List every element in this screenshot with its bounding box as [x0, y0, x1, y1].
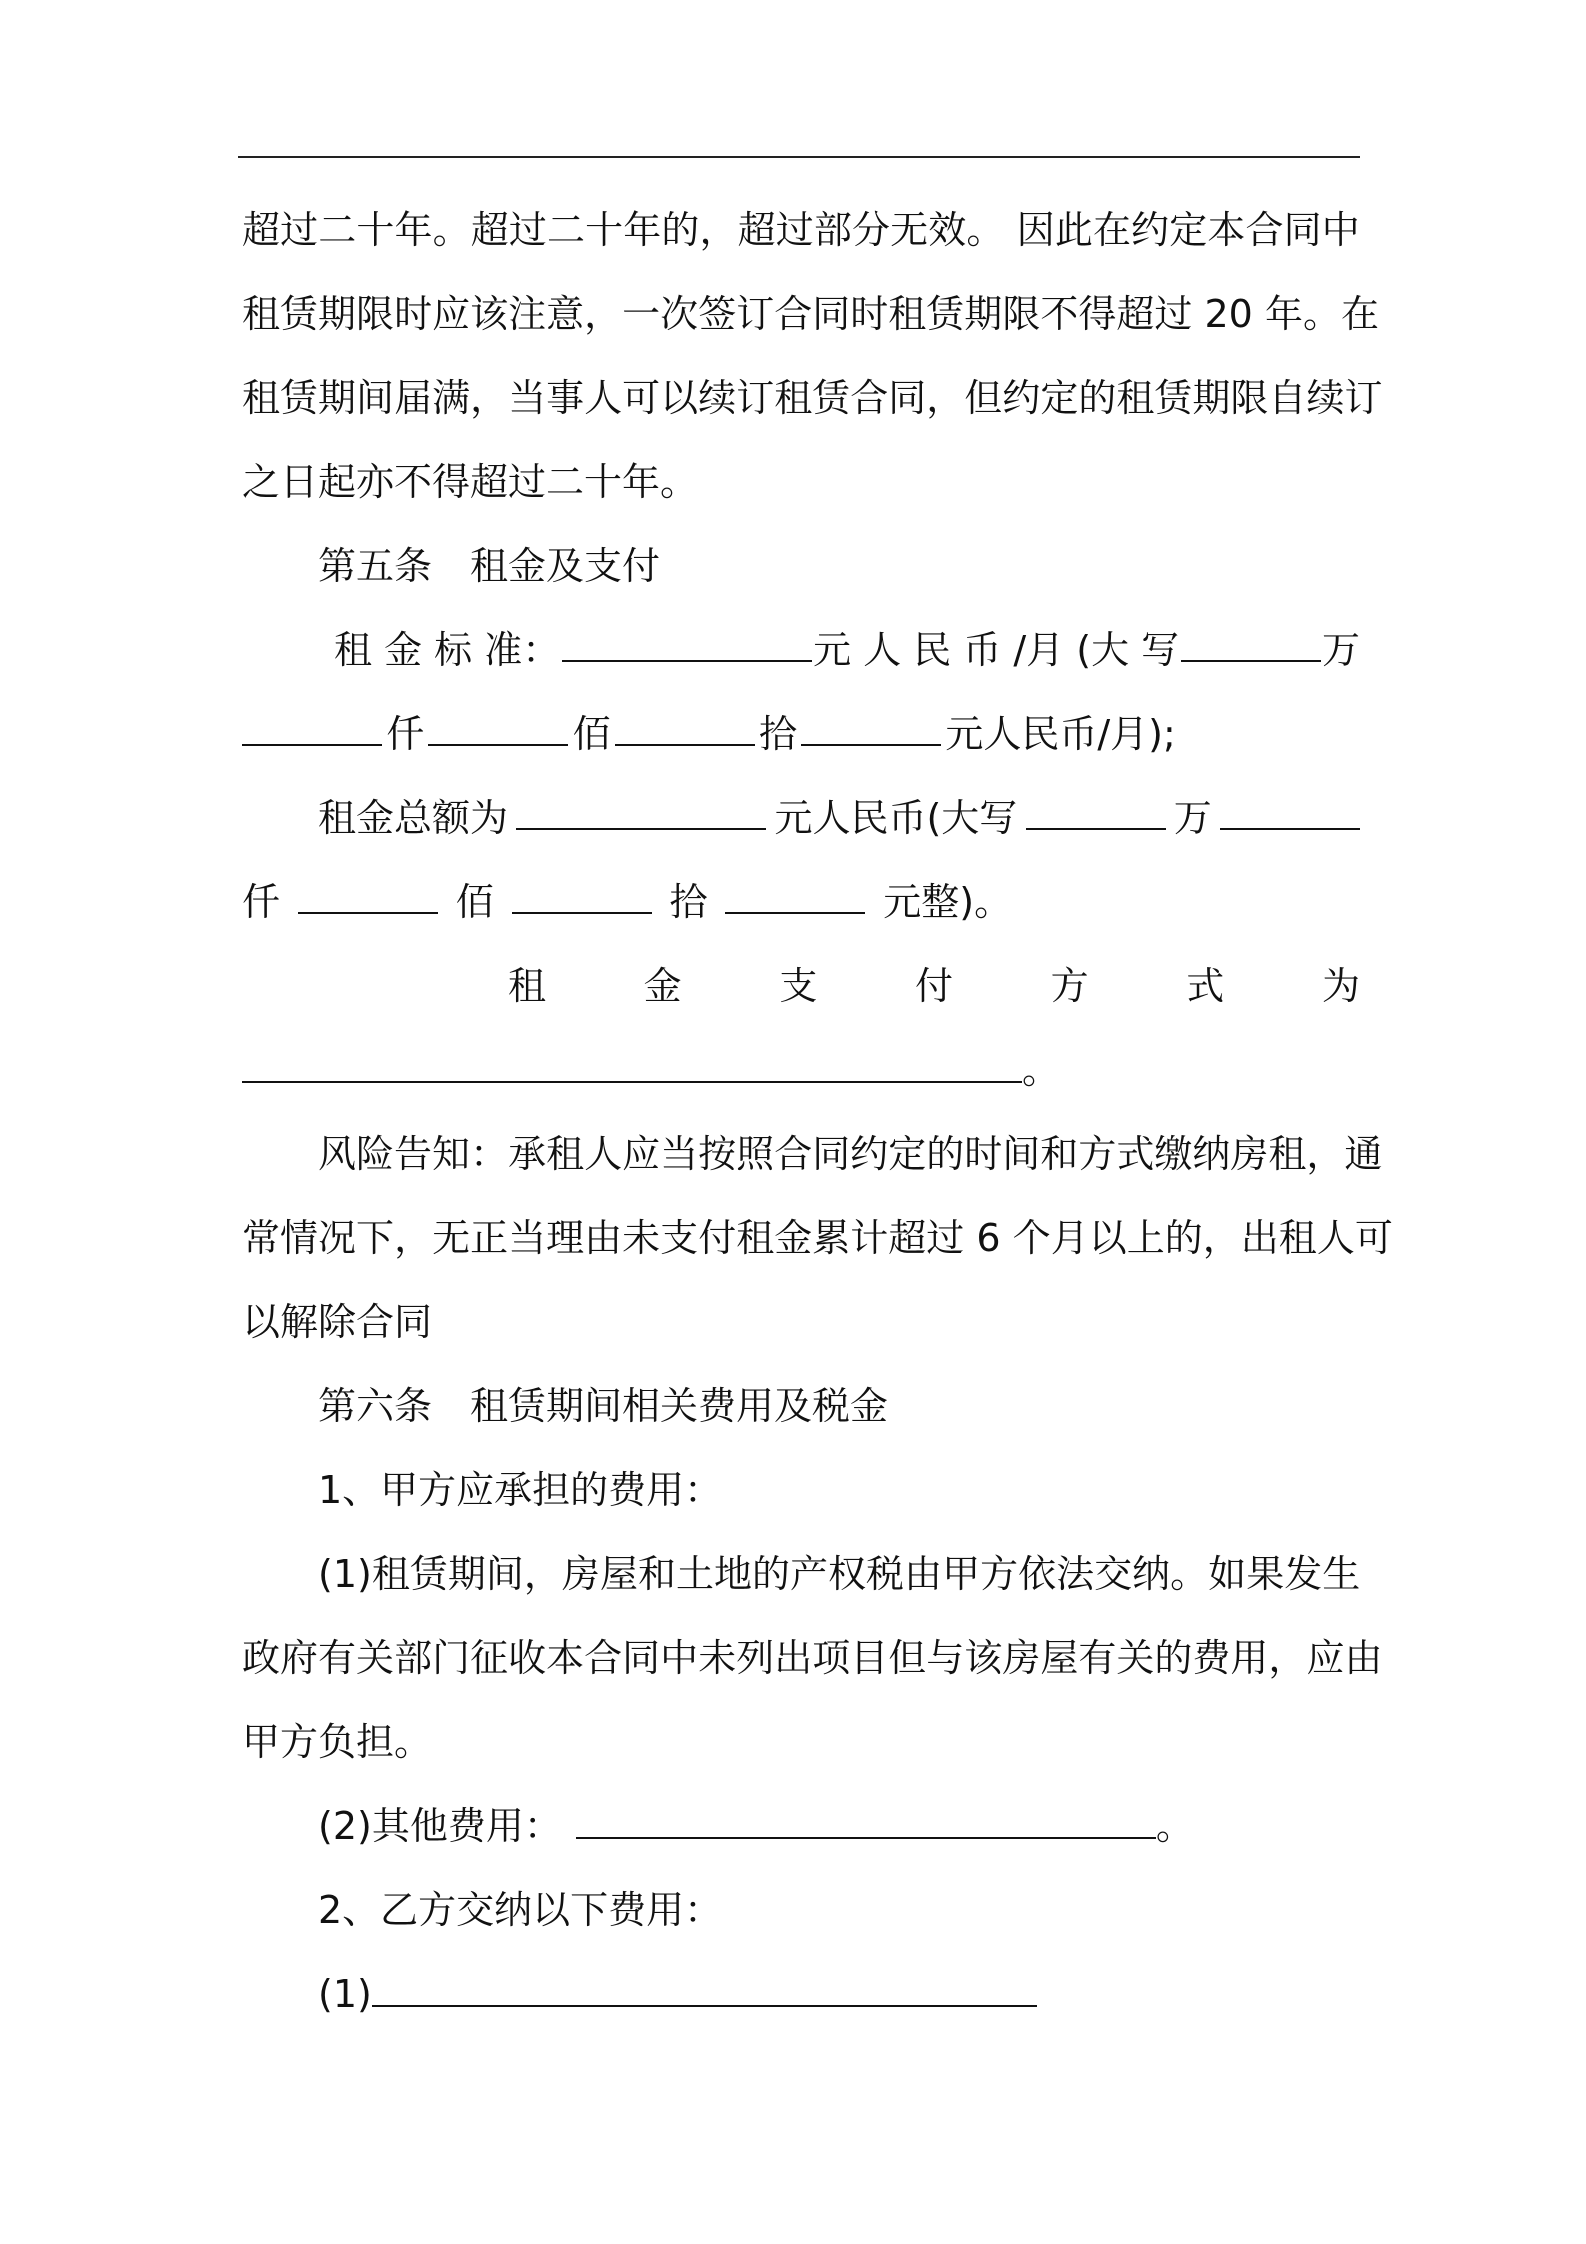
- text-char: 该: [470, 292, 509, 336]
- text-char: 分: [852, 208, 891, 252]
- text-char: 超: [888, 1216, 927, 1260]
- text-char: 租: [774, 376, 813, 420]
- text-char: 时: [964, 1132, 1003, 1176]
- text-char: 的: [926, 1132, 965, 1176]
- text-char: 订: [736, 376, 775, 420]
- text-char: 续: [698, 376, 737, 420]
- text-char: 未: [622, 1216, 661, 1260]
- blank-field[interactable]: [801, 708, 941, 746]
- text-char: 部: [813, 208, 852, 252]
- text-char: 府: [280, 1636, 319, 1680]
- text-char: 人: [1316, 1216, 1355, 1260]
- text-char: 超: [737, 208, 776, 252]
- text-char: 过: [280, 208, 319, 252]
- text-char: 6: [976, 1216, 1001, 1260]
- text-char: ，: [470, 376, 509, 420]
- text-char: 但: [888, 1636, 927, 1680]
- rent-standard-tail: 元人民币/月);: [945, 712, 1176, 756]
- text-char: 合: [1245, 208, 1284, 252]
- rent-total-label: 租金总额为: [318, 796, 509, 840]
- text-char: 与: [926, 1636, 965, 1680]
- text-char: 间: [356, 376, 395, 420]
- blank-field[interactable]: [576, 1801, 1156, 1839]
- text-char: 的: [752, 1552, 791, 1596]
- text-char: ，: [394, 1216, 433, 1260]
- text-char: 约: [1002, 376, 1041, 420]
- blank-field[interactable]: [1181, 624, 1321, 662]
- text-char: 续: [1306, 376, 1345, 420]
- text-char: 订: [1344, 376, 1383, 420]
- text-char: 果: [1246, 1552, 1285, 1596]
- text-char: 发: [1284, 1552, 1323, 1596]
- text-char: 个: [1012, 1216, 1051, 1260]
- text-char: 合: [774, 292, 813, 336]
- blank-field[interactable]: [298, 876, 438, 914]
- text-char: 超: [242, 208, 281, 252]
- bai-label: 佰: [572, 712, 611, 756]
- text-char: 出: [774, 1636, 813, 1680]
- text-char: 同: [812, 292, 851, 336]
- text-char: 项: [812, 1636, 851, 1680]
- text-char: 人: [584, 376, 623, 420]
- text-char: 权: [828, 1552, 867, 1596]
- text-char: 间: [485, 1552, 524, 1596]
- text-char: 纳: [1192, 1132, 1231, 1176]
- text-char: 20: [1204, 292, 1253, 336]
- text-char: 定: [1040, 376, 1079, 420]
- rent-total-tail: 元整)。: [883, 880, 1013, 924]
- payment-method-end: 。: [1022, 1048, 1061, 1092]
- text-char: 赁: [409, 1552, 448, 1596]
- text-char: 人: [584, 1132, 623, 1176]
- text-char: 签: [698, 292, 737, 336]
- text-char: 应: [432, 292, 471, 336]
- text-char: 付: [698, 1216, 737, 1260]
- text-char: 合: [584, 1636, 623, 1680]
- text-char: 知: [432, 1132, 471, 1176]
- text-char: 交: [1094, 1552, 1133, 1596]
- blank-field[interactable]: [428, 708, 568, 746]
- text-char: 上: [1126, 1216, 1165, 1260]
- text-char: 1: [332, 1552, 358, 1596]
- blank-field[interactable]: [1026, 792, 1166, 830]
- rent-standard-line-2: [242, 708, 1360, 760]
- text-char: 缴: [1154, 1132, 1193, 1176]
- party-b-fee-line: [318, 1968, 1360, 2020]
- text-char: 租: [242, 376, 281, 420]
- spread-char: 支: [779, 964, 818, 1008]
- text-char: 限: [1002, 292, 1041, 336]
- spread-char: 方: [1050, 964, 1089, 1008]
- blank-field[interactable]: [516, 792, 766, 830]
- text-char: 无: [432, 1216, 471, 1260]
- text-char: 纳: [1132, 1552, 1171, 1596]
- text-char: 产: [790, 1552, 829, 1596]
- paragraph-line: [242, 204, 1360, 256]
- text-char: 租: [1268, 1132, 1307, 1176]
- text-char: 期: [318, 376, 357, 420]
- text-char: 关: [356, 1636, 395, 1680]
- text-char: ：: [470, 1132, 509, 1176]
- text-char: 列: [736, 1636, 775, 1680]
- text-char: ，: [699, 208, 738, 252]
- spread-char: 金: [643, 964, 682, 1008]
- text-char: 同: [812, 1132, 851, 1176]
- text-char: ，: [926, 376, 965, 420]
- text-char: ，: [1202, 1216, 1241, 1260]
- text-char: 自: [1268, 376, 1307, 420]
- text-char: 的: [1164, 1216, 1203, 1260]
- text-char: 租: [1116, 376, 1155, 420]
- text-char: [964, 1212, 976, 1264]
- text-char: 征: [470, 1636, 509, 1680]
- text-char: 式: [1116, 1132, 1155, 1176]
- rent-standard-label: 租 金 标 准：: [334, 628, 561, 672]
- party-b-fees-title: 2、乙方交纳以下费用：: [318, 1888, 723, 1932]
- text-char: 十: [585, 208, 624, 252]
- party-a-fee-line: 甲方负担。: [242, 1720, 433, 1764]
- text-char: 定: [888, 1132, 927, 1176]
- text-char: (: [318, 1552, 333, 1596]
- text-char: 订: [736, 292, 775, 336]
- text-char: 以: [1088, 1216, 1127, 1260]
- text-char: 本: [546, 1636, 585, 1680]
- text-char: 约: [1131, 208, 1170, 252]
- text-char: 超: [470, 208, 509, 252]
- text-char: 同: [1283, 208, 1322, 252]
- text-char: 政: [242, 1636, 281, 1680]
- text-char: 过: [926, 1216, 965, 1260]
- text-char: 风: [318, 1132, 357, 1176]
- text-char: 得: [1078, 292, 1117, 336]
- text-char: ): [357, 1552, 372, 1596]
- text-char: 期: [318, 292, 357, 336]
- paragraph-line: [242, 288, 1379, 340]
- text-char: 二: [318, 208, 357, 252]
- text-char: 依: [1018, 1552, 1057, 1596]
- text-char: 照: [736, 1132, 775, 1176]
- text-char: ，: [1268, 1636, 1307, 1680]
- text-char: 效: [928, 208, 967, 252]
- text-char: 屋: [1040, 1636, 1079, 1680]
- qian-label: 仟: [242, 880, 281, 924]
- shi-label: 拾: [669, 880, 708, 924]
- text-char: 险: [356, 1132, 395, 1176]
- text-char: 由: [584, 1216, 623, 1260]
- text-char: 屋: [599, 1552, 638, 1596]
- other-fees-end: 。: [1155, 1804, 1194, 1848]
- text-char: 赁: [1154, 376, 1193, 420]
- text-char: 次: [660, 292, 699, 336]
- text-char: 。: [432, 208, 471, 252]
- payment-method-line: [508, 960, 1360, 1012]
- text-char: 甲: [942, 1552, 981, 1596]
- text-char: 法: [1056, 1552, 1095, 1596]
- text-char: 房: [1230, 1132, 1269, 1176]
- header-rule: [238, 156, 1360, 158]
- text-char: 在: [1092, 208, 1131, 252]
- text-char: 同: [622, 1636, 661, 1680]
- text-char: 因: [1016, 208, 1055, 252]
- text-char: 应: [622, 1132, 661, 1176]
- text-char: 合: [774, 1132, 813, 1176]
- text-char: 赁: [280, 376, 319, 420]
- other-fees-label: (2)其他费用：: [318, 1804, 562, 1848]
- text-char: 累: [812, 1216, 851, 1260]
- text-char: 理: [546, 1216, 585, 1260]
- text-char: [1253, 288, 1265, 340]
- text-char: 况: [318, 1216, 357, 1260]
- text-char: ，: [523, 1552, 562, 1596]
- text-char: 本: [1207, 208, 1246, 252]
- rent-total-line: [318, 792, 1360, 844]
- text-char: 可: [622, 376, 661, 420]
- text-char: 间: [1002, 1132, 1041, 1176]
- text-char: 和: [637, 1552, 676, 1596]
- shi-label: 拾: [758, 712, 797, 756]
- rent-standard-line: [334, 624, 1360, 676]
- rent-total-line-2: [242, 876, 1360, 928]
- text-char: 部: [394, 1636, 433, 1680]
- spread-char: 租: [508, 964, 547, 1008]
- text-char: 由: [1344, 1636, 1383, 1680]
- text-char: 当: [508, 376, 547, 420]
- text-char: 事: [546, 376, 585, 420]
- text-char: 方: [980, 1552, 1019, 1596]
- text-char: 有: [1078, 1636, 1117, 1680]
- text-char: 金: [774, 1216, 813, 1260]
- text-char: 地: [713, 1552, 752, 1596]
- text-char: 用: [1230, 1636, 1269, 1680]
- other-fees-line: [318, 1800, 1360, 1852]
- text-char: 年: [1264, 292, 1303, 336]
- text-char: 。: [966, 208, 1005, 252]
- text-char: 以: [660, 376, 699, 420]
- text-char: 租: [888, 292, 927, 336]
- blank-field[interactable]: [242, 708, 382, 746]
- text-char: 生: [1322, 1552, 1361, 1596]
- text-char: 限: [1230, 376, 1269, 420]
- blank-field[interactable]: [512, 876, 652, 914]
- text-char: 当: [660, 1132, 699, 1176]
- qian-label: 仟: [386, 712, 425, 756]
- blank-field[interactable]: [725, 876, 865, 914]
- text-char: 的: [1078, 376, 1117, 420]
- rent-total-unit: 元人民币(大写: [774, 796, 1018, 840]
- text-char: 土: [675, 1552, 714, 1596]
- wan-label: 万: [1321, 628, 1360, 672]
- text-char: 支: [660, 1216, 699, 1260]
- text-char: 如: [1208, 1552, 1247, 1596]
- text-char: 常: [242, 1216, 281, 1260]
- text-char: 注: [508, 292, 547, 336]
- text-char: 此: [1054, 208, 1093, 252]
- text-char: 过: [1154, 292, 1193, 336]
- text-char: 租: [1278, 1216, 1317, 1260]
- article-5-title: 第五条 租金及支付: [318, 544, 661, 588]
- text-char: 年: [623, 208, 662, 252]
- party-a-fee-line: [242, 1632, 1383, 1684]
- text-char: 中: [1321, 208, 1360, 252]
- text-char: 未: [698, 1636, 737, 1680]
- text-char: 时: [394, 292, 433, 336]
- rent-standard-unit: 元 人 民 币 /月 (大 写: [813, 628, 1180, 672]
- text-char: 满: [432, 376, 471, 420]
- text-char: 计: [850, 1216, 889, 1260]
- text-char: 告: [394, 1132, 433, 1176]
- text-char: 情: [280, 1216, 319, 1260]
- text-char: 租: [371, 1552, 410, 1596]
- text-char: 无: [890, 208, 929, 252]
- text-char: 承: [508, 1132, 547, 1176]
- text-char: 房: [561, 1552, 600, 1596]
- blank-field[interactable]: [615, 708, 755, 746]
- text-char: 收: [508, 1636, 547, 1680]
- risk-notice-line: [242, 1212, 1393, 1264]
- text-char: [1192, 288, 1204, 340]
- party-a-fee-line: [318, 1548, 1360, 1600]
- text-char: 。: [1302, 292, 1341, 336]
- text-char: 届: [394, 376, 433, 420]
- text-char: 期: [447, 1552, 486, 1596]
- text-char: 按: [698, 1132, 737, 1176]
- text-char: 由: [904, 1552, 943, 1596]
- party-a-fees-title: 1、甲方应承担的费用：: [318, 1468, 723, 1512]
- text-char: 同: [888, 376, 927, 420]
- text-char: 合: [850, 376, 889, 420]
- text-char: 下: [356, 1216, 395, 1260]
- text-char: 一: [622, 292, 661, 336]
- text-char: 租: [736, 1216, 775, 1260]
- blank-field[interactable]: [562, 624, 812, 662]
- text-char: 出: [1240, 1216, 1279, 1260]
- text-char: 有: [318, 1636, 357, 1680]
- bai-label: 佰: [455, 880, 494, 924]
- text-char: 关: [1116, 1636, 1155, 1680]
- payment-method-blank-line: [242, 1044, 1360, 1096]
- blank-field[interactable]: [1220, 792, 1360, 830]
- text-char: 十: [356, 208, 395, 252]
- article-6-title: 第六条 租赁期间相关费用及税金: [318, 1384, 889, 1428]
- text-char: 定: [1169, 208, 1208, 252]
- text-char: 的: [1154, 1636, 1193, 1680]
- text-char: 该: [964, 1636, 1003, 1680]
- spread-char: 付: [914, 964, 953, 1008]
- wan-label: 万: [1173, 796, 1212, 840]
- text-char: 年: [394, 208, 433, 252]
- text-char: 但: [964, 376, 1003, 420]
- text-char: 月: [1050, 1216, 1089, 1260]
- risk-notice-line: 以解除合同: [242, 1300, 433, 1344]
- text-char: 应: [1306, 1636, 1345, 1680]
- text-char: 中: [660, 1636, 699, 1680]
- text-char: 二: [547, 208, 586, 252]
- text-char: 费: [1192, 1636, 1231, 1680]
- text-char: 限: [356, 292, 395, 336]
- text-char: 和: [1040, 1132, 1079, 1176]
- text-char: 目: [850, 1636, 889, 1680]
- text-char: 通: [1344, 1132, 1383, 1176]
- text-char: 约: [850, 1132, 889, 1176]
- text-char: 租: [242, 292, 281, 336]
- spread-char: 为: [1321, 964, 1360, 1008]
- text-char: 过: [775, 208, 814, 252]
- text-char: 租: [546, 1132, 585, 1176]
- blank-field[interactable]: [372, 1969, 1037, 2007]
- text-char: 赁: [812, 376, 851, 420]
- blank-field[interactable]: [242, 1045, 1022, 1083]
- text-char: ，: [1306, 1132, 1345, 1176]
- text-char: 门: [432, 1636, 471, 1680]
- text-char: 房: [1002, 1636, 1041, 1680]
- party-b-item-label: (1): [318, 1972, 372, 2016]
- text-char: 。: [1170, 1552, 1209, 1596]
- text-char: 期: [964, 292, 1003, 336]
- text-char: ，: [584, 292, 623, 336]
- text-char: 可: [1354, 1216, 1393, 1260]
- text-char: 超: [1116, 292, 1155, 336]
- paragraph-line: 之日起亦不得超过二十年。: [242, 460, 699, 504]
- text-char: 时: [850, 292, 889, 336]
- text-char: 不: [1040, 292, 1079, 336]
- text-char: 过: [508, 208, 547, 252]
- risk-notice-line: [318, 1128, 1383, 1180]
- text-char: 的: [661, 208, 700, 252]
- text-char: 在: [1340, 292, 1379, 336]
- text-char: [1001, 1212, 1013, 1264]
- spread-char: 式: [1186, 964, 1225, 1008]
- text-char: 税: [866, 1552, 905, 1596]
- text-char: 方: [1078, 1132, 1117, 1176]
- text-char: 意: [546, 292, 585, 336]
- text-char: 正: [470, 1216, 509, 1260]
- paragraph-line: [242, 372, 1383, 424]
- text-char: 当: [508, 1216, 547, 1260]
- text-char: 赁: [926, 292, 965, 336]
- text-char: 期: [1192, 376, 1231, 420]
- text-char: [1005, 204, 1017, 256]
- text-char: 赁: [280, 292, 319, 336]
